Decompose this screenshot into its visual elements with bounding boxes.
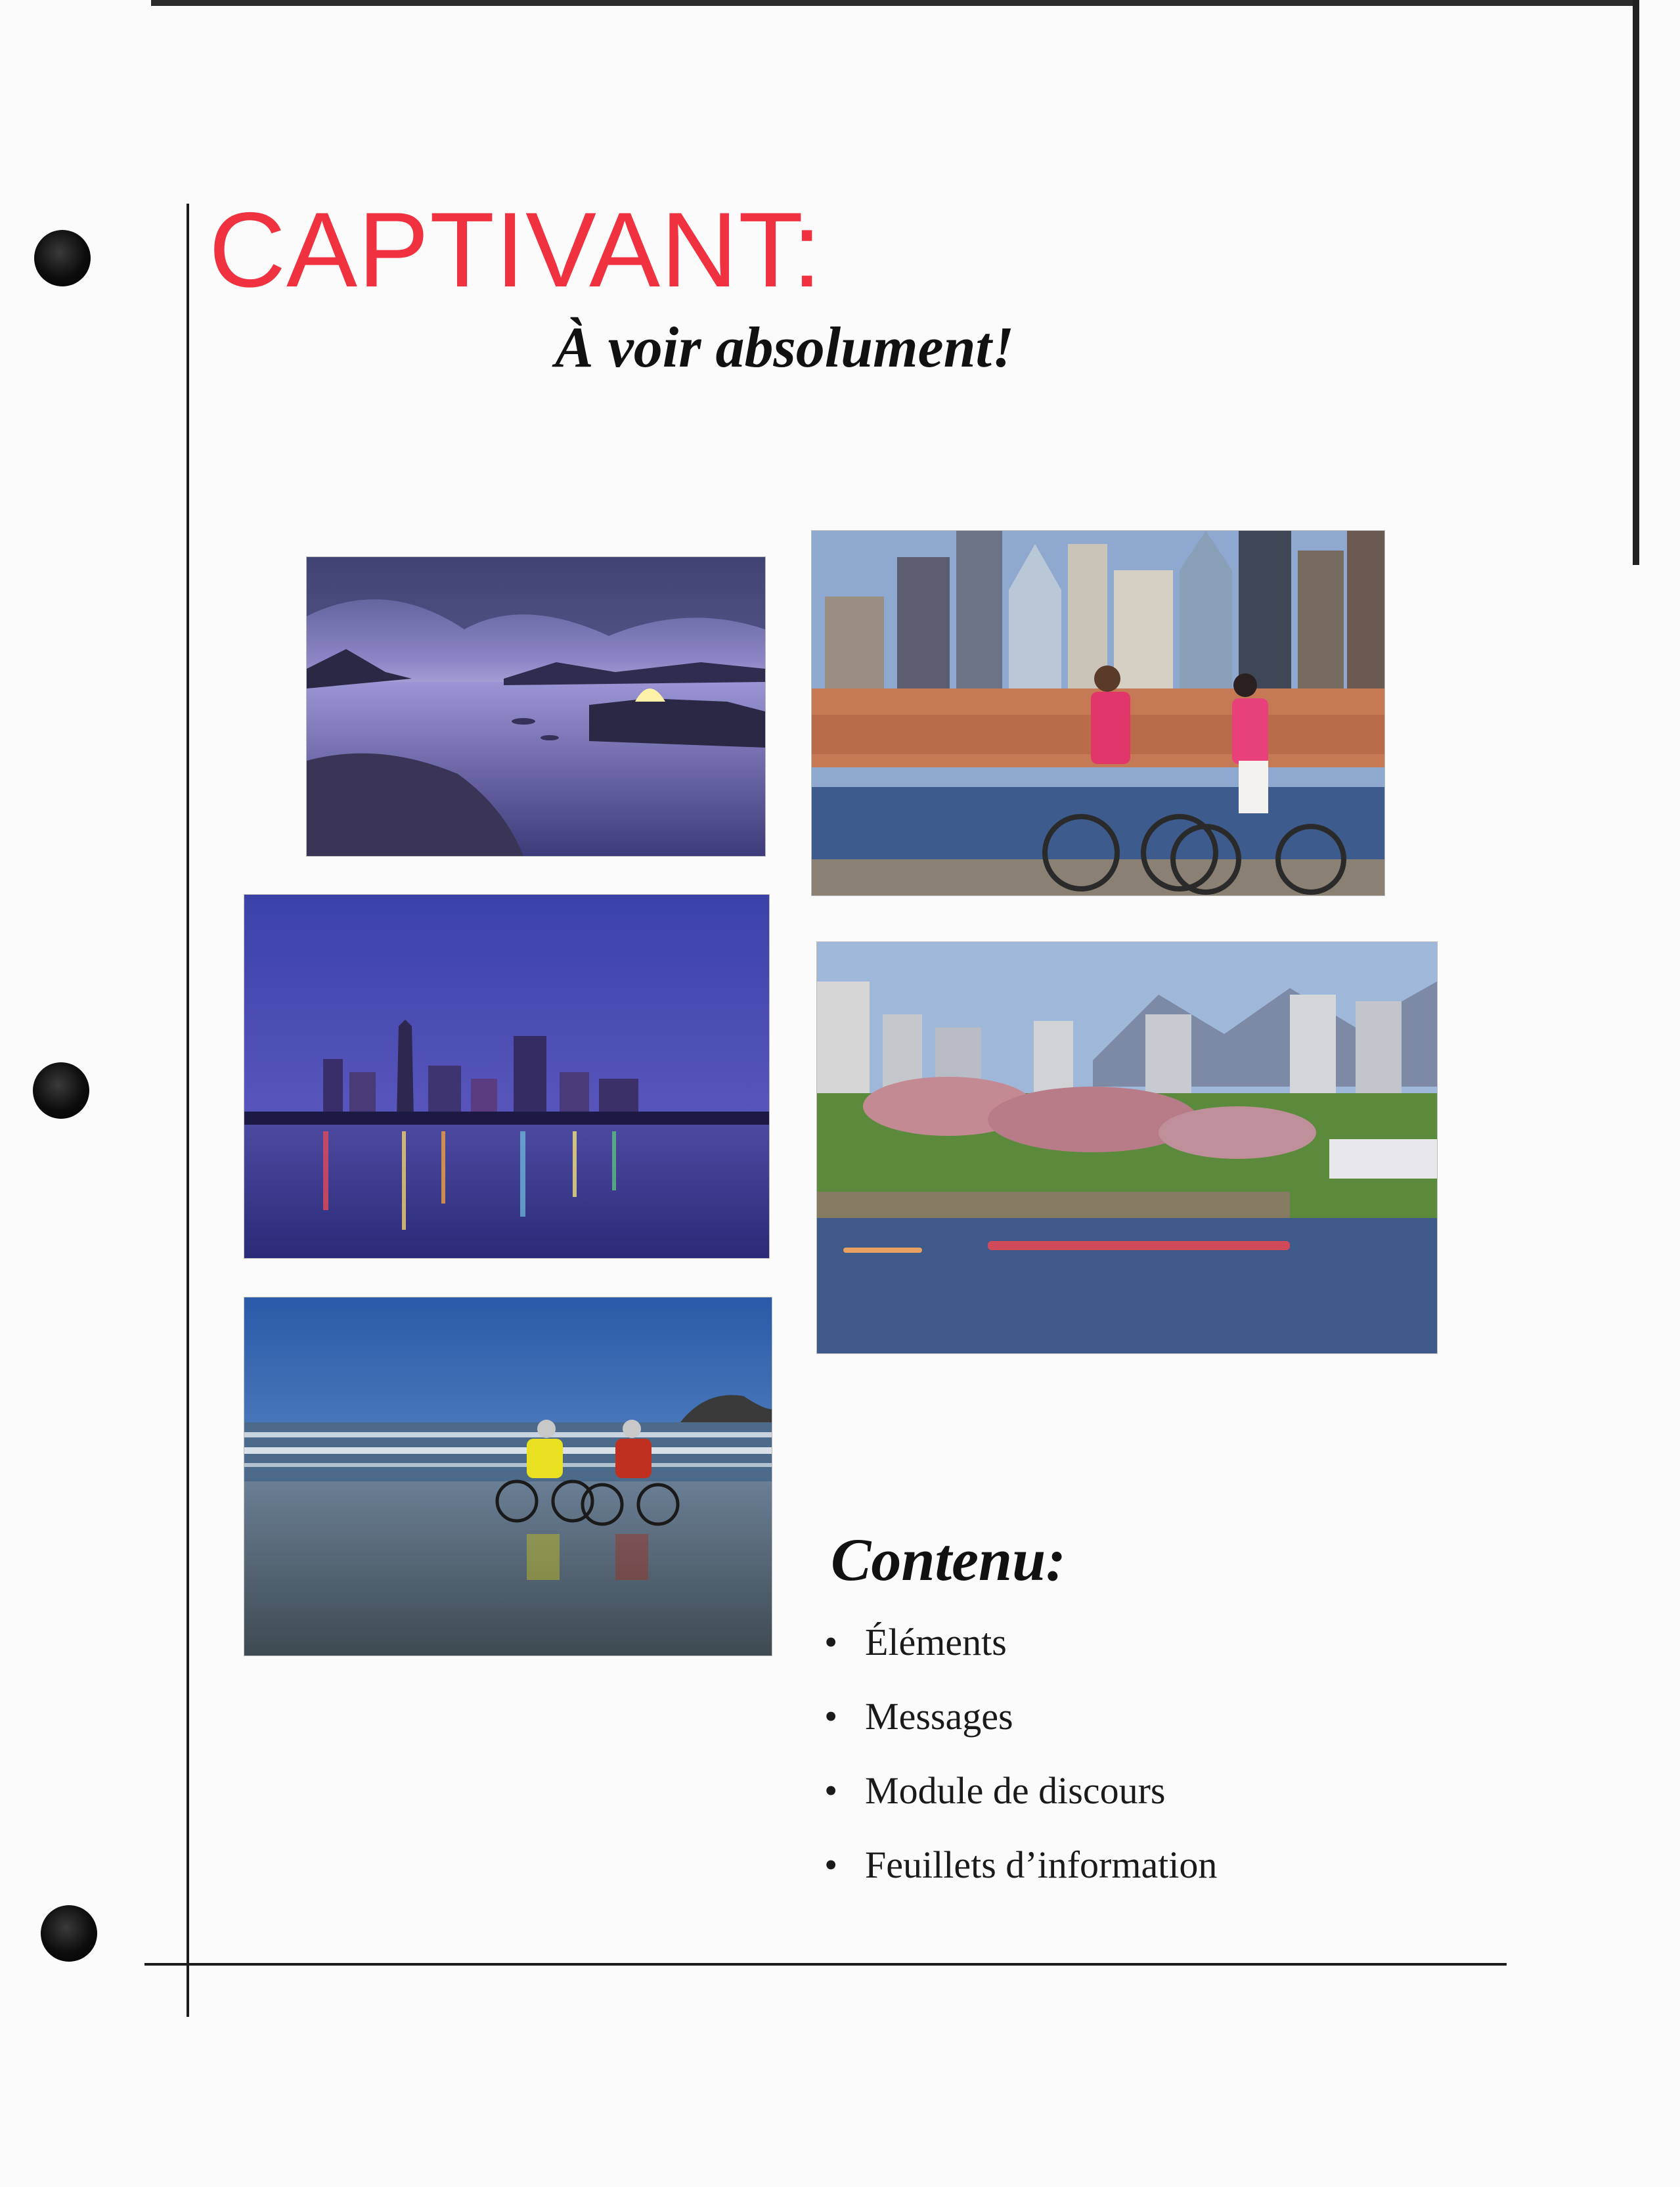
photo-night-skyline — [244, 895, 769, 1258]
binder-hole-middle — [33, 1062, 89, 1119]
page-subtitle: À voir absolument! — [555, 316, 1015, 380]
photo-waterfront-park — [817, 942, 1437, 1353]
vertical-rule — [187, 204, 189, 2017]
contents-title: Contenu: — [831, 1526, 1066, 1593]
page-top-edge — [151, 0, 1634, 6]
list-item-label: Éléments — [865, 1621, 1007, 1663]
binder-hole-bottom — [41, 1905, 97, 1962]
list-item-label: Module de discours — [865, 1769, 1166, 1812]
horizontal-rule — [144, 1963, 1507, 1966]
bullet: • — [824, 1621, 838, 1663]
page-title: CAPTIVANT: — [209, 191, 823, 309]
page-right-edge — [1633, 0, 1639, 565]
bullet: • — [824, 1695, 838, 1738]
photo-beach-cyclists — [244, 1297, 772, 1656]
bullet: • — [824, 1769, 838, 1812]
photo-lake-tent — [307, 557, 765, 856]
binder-hole-top — [34, 230, 91, 286]
photo-city-cyclists — [812, 531, 1384, 895]
bullet: • — [824, 1843, 838, 1886]
list-item-label: Messages — [865, 1695, 1013, 1738]
list-item-label: Feuillets d’information — [865, 1843, 1218, 1886]
